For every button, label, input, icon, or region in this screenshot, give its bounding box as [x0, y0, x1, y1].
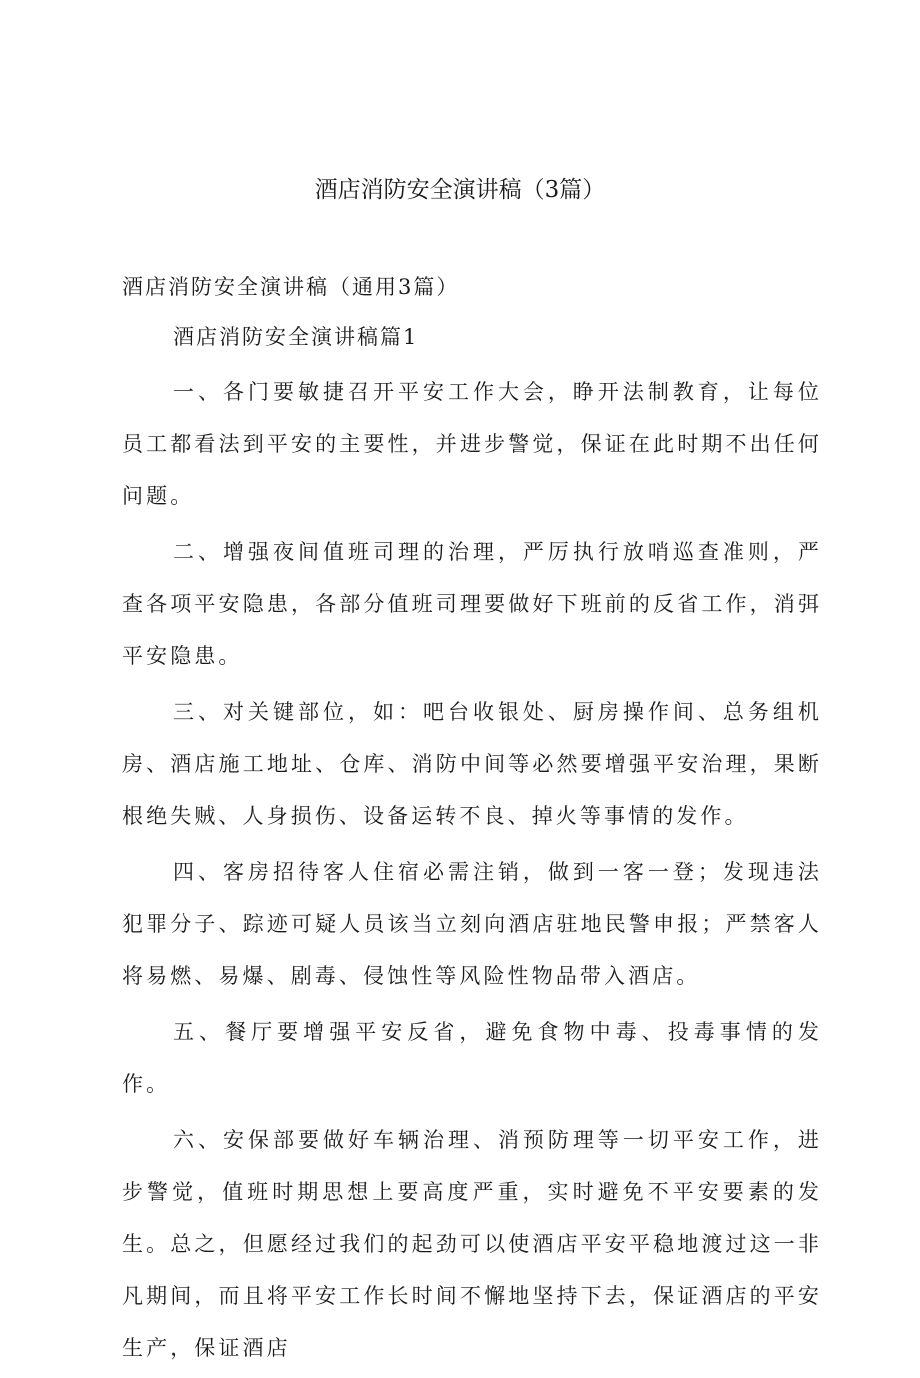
paragraph-5: 五、餐厅要增强平安反省，避免食物中毒、投毒事情的发作。 — [122, 1020, 822, 1096]
paragraph-6: 六、安保部要做好车辆治理、消预防理等一切平安工作，进步警觉，值班时期思想上要高度严重，实时避免不平安要素的发生。总之，但愿经过我们的起劲可以使酒店平安平稳地渡过这一非凡期间，而且将平安工作长时间不懈地坚持下去，保证酒店的平安生产，保证酒店 — [122, 1128, 822, 1360]
paragraph-4: 四、客房招待客人住宿必需注销，做到一客一登；发现违法犯罪分子、踪迹可疑人员该当立刻向酒店驻地民警申报；严禁客人将易燃、易爆、剧毒、侵蚀性等风险性物品带入酒店。 — [122, 860, 822, 988]
document-subtitle: 酒店消防安全演讲稿（通用3篇） — [122, 275, 460, 299]
paragraph-2: 二、增强夜间值班司理的治理，严厉执行放哨巡查准则，严查各项平安隐患，各部分值班司理要做好下班前的反省工作，消弭平安隐患。 — [122, 540, 822, 668]
section-title: 酒店消防安全演讲稿篇1 — [173, 325, 419, 349]
paragraph-1: 一、各门要敏捷召开平安工作大会，睁开法制教育，让每位员工都看法到平安的主要性，并进步警觉，保证在此时期不出任何问题。 — [122, 380, 822, 508]
document-body — [122, 366, 822, 1378]
document-title: 酒店消防安全演讲稿（3篇） — [314, 177, 606, 203]
paragraph-3: 三、对关键部位，如：吧台收银处、厨房操作间、总务组机房、酒店施工地址、仓库、消防中间等必然要增强平安治理，果断根绝失贼、人身损伤、设备运转不良、掉火等事情的发作。 — [122, 700, 822, 828]
